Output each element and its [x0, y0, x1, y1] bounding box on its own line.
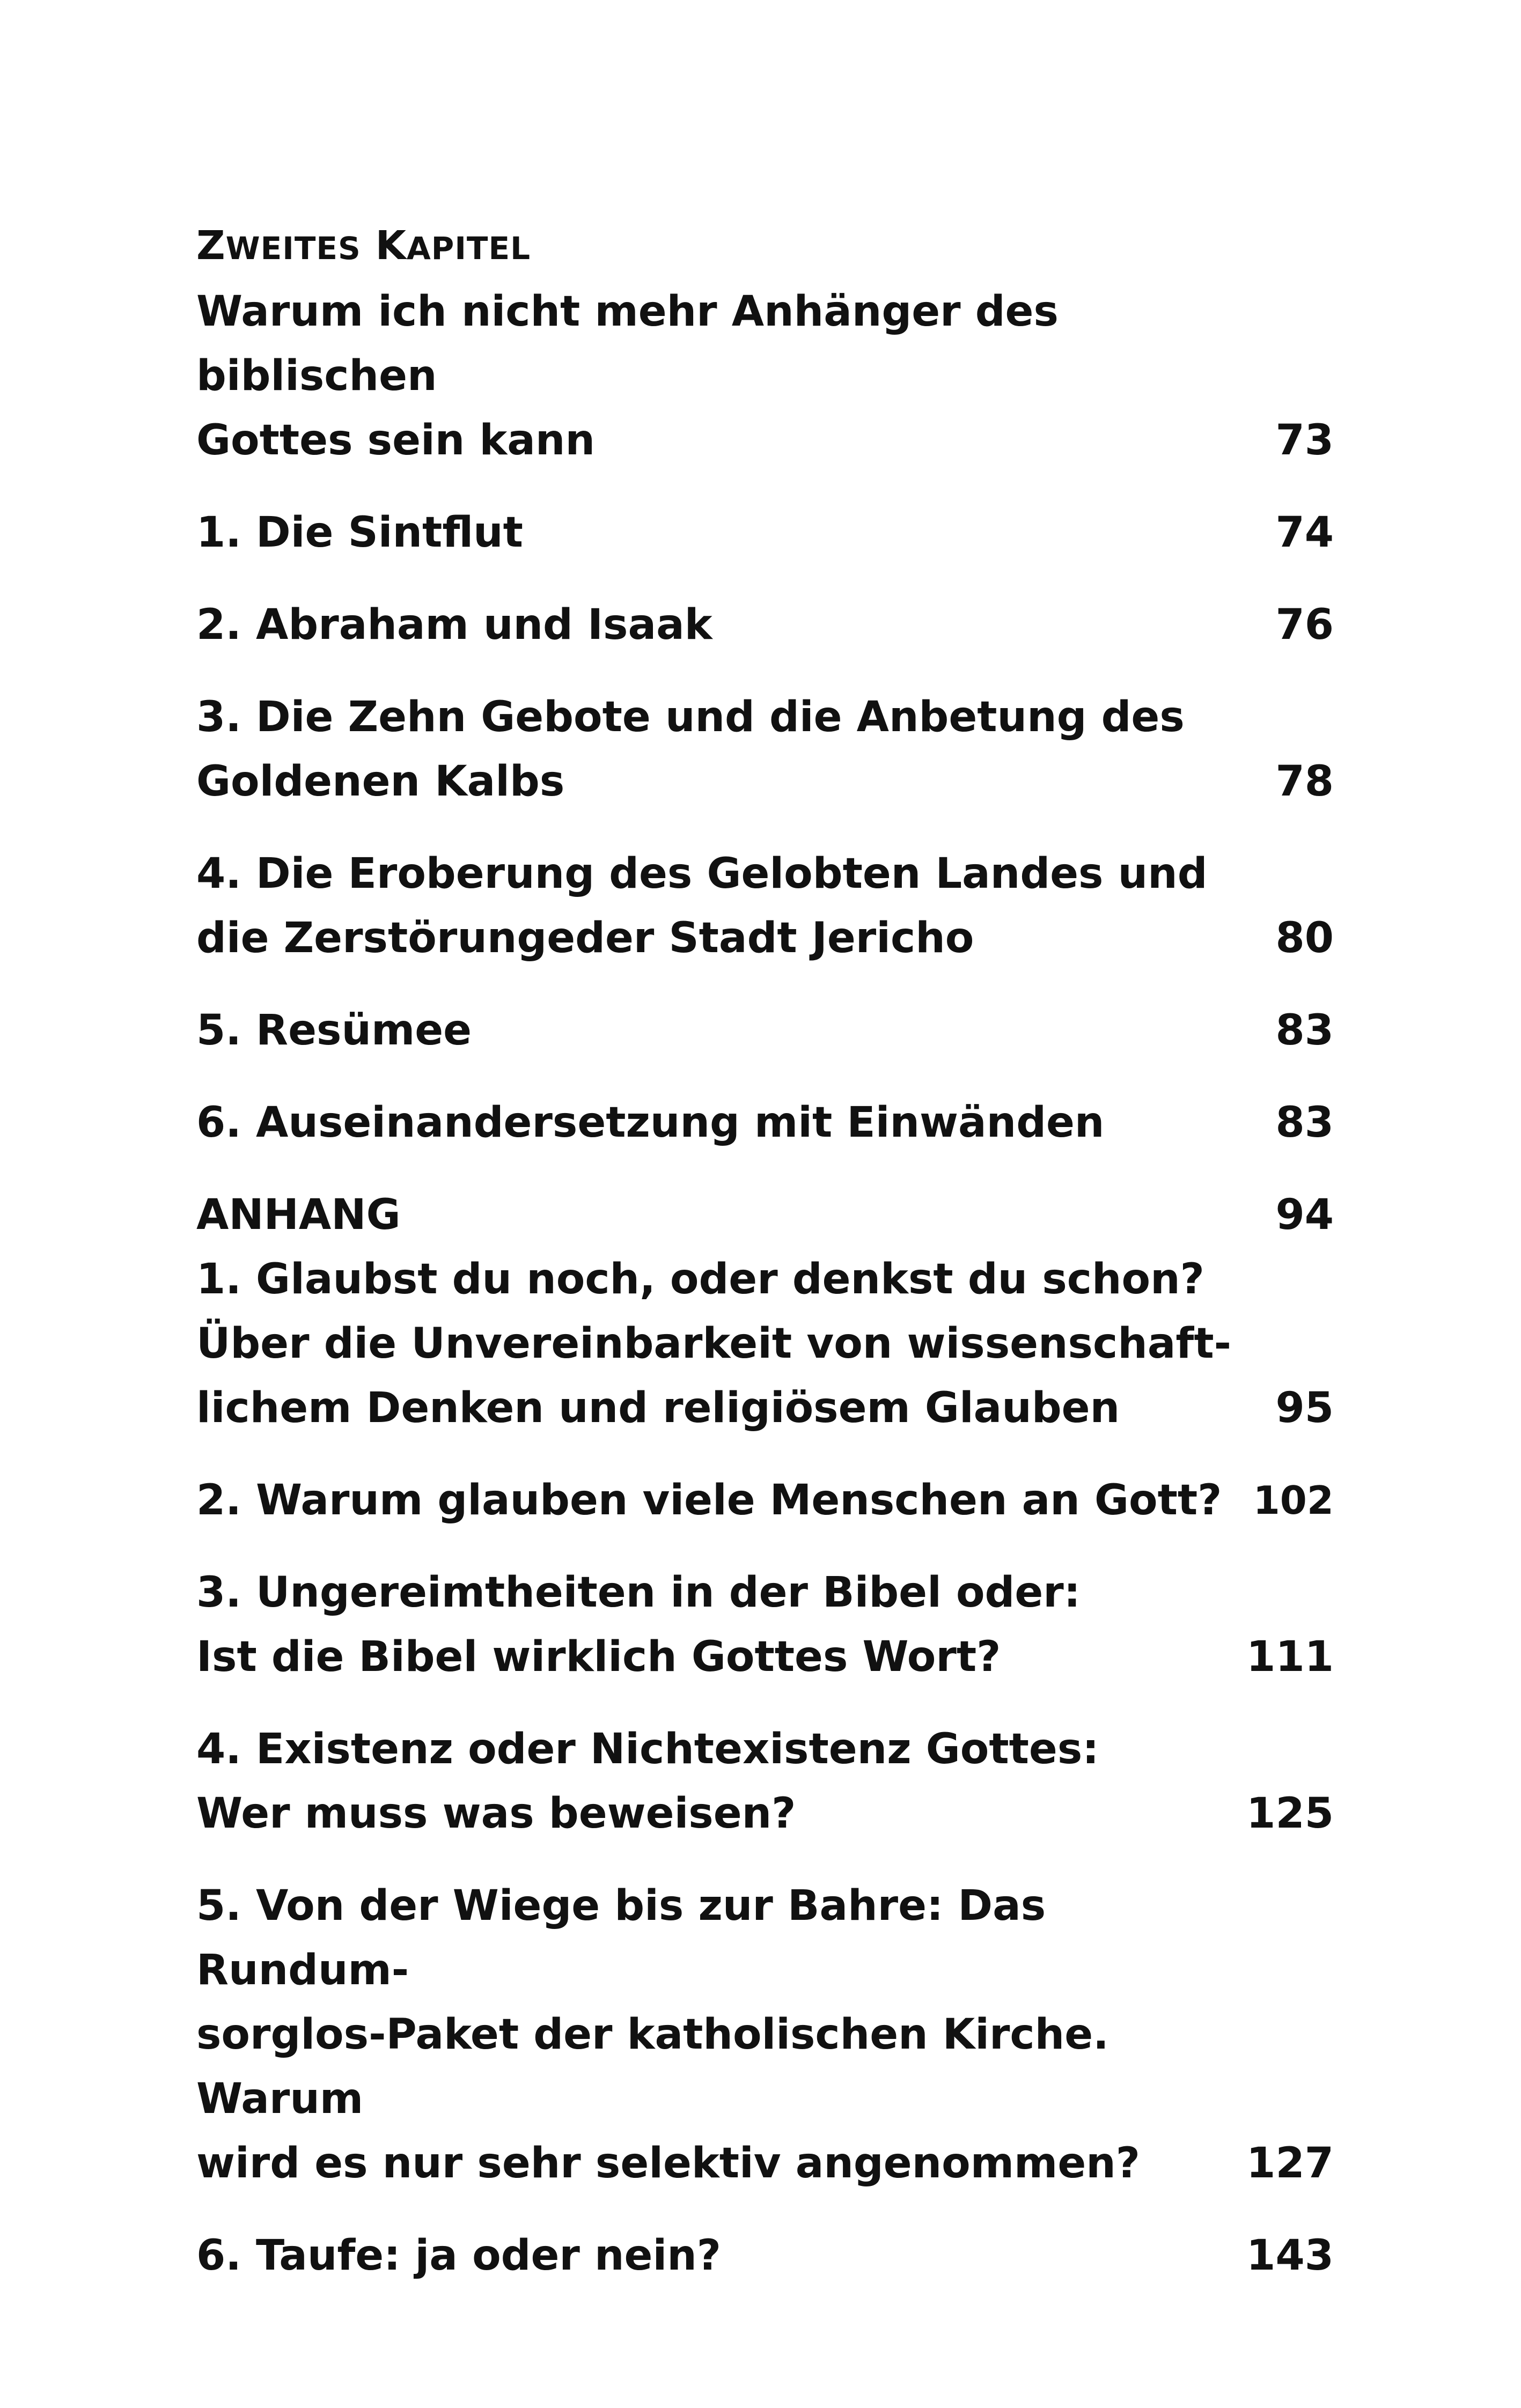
- toc-entry[interactable]: [196, 842, 1334, 970]
- entry-page-number: 76: [1275, 601, 1334, 649]
- appendix-page-number: 94: [1275, 1191, 1334, 1239]
- entry-page-number: 125: [1246, 1790, 1334, 1838]
- entry-title: 3. Ungereimtheiten in der Bibel oder: Ist die Bibel wirklich Gottes Wort?: [196, 1568, 1081, 1681]
- toc-entry[interactable]: [196, 998, 1334, 1063]
- toc-entry[interactable]: [196, 1247, 1334, 1440]
- entry-page-number: 95: [1275, 1384, 1334, 1432]
- entry-title: 1. Glaubst du noch, oder denkst du schon? Über die Unvereinbarkeit von wissenschaft- lichem Denken und religiösem Glauben: [196, 1255, 1231, 1432]
- entry-title: 4. Existenz oder Nichtexistenz Gottes: Wer muss was beweisen?: [196, 1725, 1099, 1838]
- entry-title: 4. Die Eroberung des Gelobten Landes und die Zerstörungeder Stadt Jericho: [196, 850, 1208, 962]
- chapter-label-rest-2: APITEL: [406, 230, 531, 267]
- toc-entry[interactable]: [196, 500, 1334, 565]
- entry-title: 6. Auseinandersetzung mit Einwänden: [196, 1099, 1105, 1147]
- entry-title: 5. Von der Wiege bis zur Bahre: Das Rundum- sorglos-Paket der katholischen Kirche. Warum wird es nur sehr selektiv angenommen?: [196, 1882, 1140, 2188]
- entry-page-number: 74: [1275, 509, 1334, 557]
- chapter-label-initial-2: K: [375, 223, 407, 269]
- entry-page-number: 83: [1275, 1099, 1334, 1147]
- entry-title: 5. Resümee: [196, 1006, 472, 1055]
- entry-page-number: 73: [1275, 416, 1334, 465]
- toc-entry[interactable]: [196, 1874, 1334, 2196]
- entry-title: 2. Abraham und Isaak: [196, 601, 712, 649]
- appendix-heading[interactable]: [196, 1183, 1334, 1247]
- entry-page-number: 127: [1246, 2139, 1334, 2188]
- entry-page-number: 102: [1253, 1478, 1334, 1523]
- toc-entry[interactable]: [196, 1560, 1334, 1689]
- entry-title: Warum ich nicht mehr Anhänger des biblischen Gottes sein kann: [196, 288, 1059, 465]
- table-of-contents: [196, 212, 1334, 2288]
- chapter-label-initial: Z: [196, 223, 226, 269]
- entry-title: 1. Die Sintflut: [196, 509, 523, 557]
- entry-title: 3. Die Zehn Gebote und die Anbetung des Goldenen Kalbs: [196, 693, 1185, 806]
- toc-entry-chapter-title[interactable]: [196, 279, 1334, 473]
- chapter-label-rest: WEITES: [225, 230, 361, 267]
- toc-entry[interactable]: [196, 685, 1334, 814]
- entry-page-number: 80: [1275, 914, 1334, 962]
- appendix-label: ANHANG: [196, 1191, 401, 1239]
- entry-title: 2. Warum glauben viele Menschen an Gott?: [196, 1476, 1222, 1525]
- entry-page-number: 78: [1275, 757, 1334, 806]
- entry-page-number: 83: [1275, 1006, 1334, 1055]
- chapter-label: [196, 212, 1334, 279]
- toc-entry[interactable]: [196, 2223, 1334, 2288]
- toc-entry[interactable]: [196, 593, 1334, 657]
- toc-entry[interactable]: [196, 1468, 1334, 1533]
- entry-page-number: 143: [1246, 2232, 1334, 2280]
- entry-page-number: 111: [1246, 1633, 1334, 1681]
- toc-entry[interactable]: [196, 1091, 1334, 1155]
- entry-title: 6. Taufe: ja oder nein?: [196, 2232, 721, 2280]
- toc-entry[interactable]: [196, 1717, 1334, 1846]
